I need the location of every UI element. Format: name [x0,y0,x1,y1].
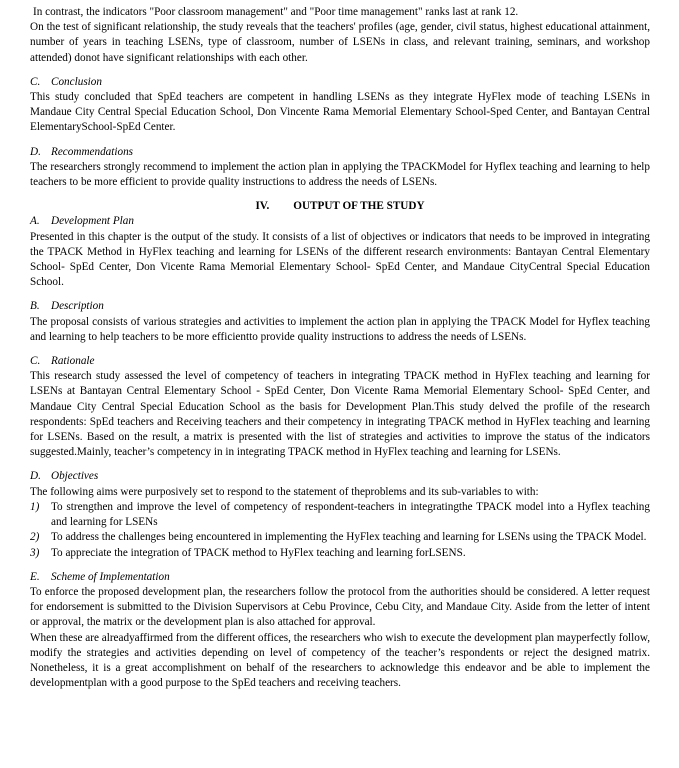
development-plan-letter: A. [30,215,40,228]
objective-number: 3) [30,546,40,559]
development-plan-text: Presented in this chapter is the output of the study. It consists of a list of objectives or indicators that needs to be improved in integrating the TPACK Method in HyFlex teaching and learning for LSENs of the different research environments: Bantayan Central Elementary School- SpEd Center, Don Vicente Rama Memorial Elementary School- SpEd Center, and Mandaue CityCentral Special Education School. [30,230,650,289]
conclusion-letter: C. [30,75,41,88]
conclusion-heading [30,75,650,90]
scheme-letter: E. [30,570,40,583]
development-plan-heading [30,214,650,229]
rationale-text: This research study assessed the level of competency of teachers in integrating TPACK method in HyFlex teaching and learning for LSENs at Bantayan Central Elementary School - SpEd Center, Don Vicente Rama Memorial Elementary School- SpEd Center, and Mandaue City Central Special Education School as the basis for Development Plan.This study delved the profile of the research respondents: SpEd teachers and Receiving teachers and their competency in integrating TPACK method in HyFlex teaching and learning for LSENs. Based on the result, a matrix is presented with the list of strategies and activities to improve the status of the indicators suggested.Mainly, teacher’s competency in in integrating TPACK method in HyFlex teaching and learning for LSENs. [30,370,650,459]
rationale-heading [30,354,650,369]
objectives-title: Objectives [51,470,99,483]
objectives-letter: D. [30,470,41,483]
objective-item [30,530,650,545]
recommendations-title: Recommendations [51,145,134,158]
objective-text: To address the challenges being encountered in implementing the HyFlex teaching and learning for LSENs using the TPACK Model. [51,531,647,544]
intro-paragraph-2: On the test of significant relationship, the study reveals that the teachers' profiles (age, gender, civil status, highest educational attainment, number of years in teaching LSENs, type of classroom, number of LSENs in class, and relevant training, seminars, and workshop attended) donot have significant relationships with each other. [30,21,650,64]
objectives-intro: The following aims were purposively set to respond to the statement of theproblems and its sub-variables to with: [30,485,539,498]
objective-number: 1) [30,500,40,513]
objective-item [30,546,650,561]
objective-text: To strengthen and improve the level of competency of respondent-teachers in integratingthe TPACK model into a Hyflex teaching and learning for LSENs [51,500,650,529]
development-plan-title: Development Plan [51,215,134,228]
rationale-title: Rationale [51,355,95,368]
description-title: Description [51,300,104,313]
intro-paragraph-1: In contrast, the indicators "Poor classroom management" and "Poor time management" ranks last at rank 12. [33,6,519,18]
objective-item [30,500,650,530]
description-letter: B. [30,300,40,313]
recommendations-text: The researchers strongly recommend to implement the action plan in applying the TPACKModel for Hyflex teaching and learning to help teachers to be more efficient to provide quality instructions to address the needs of LSENs. [30,160,650,189]
objectives-list [30,500,650,561]
description-heading [30,299,650,314]
description-text: The proposal consists of various strategies and activities to implement the action plan in applying the TPACK Model for Hyflex teaching and learning to help teachers to be more efficientto provide quality instructions to address the needs of LSENs. [30,315,650,343]
objectives-heading [30,469,650,484]
objective-text: To appreciate the integration of TPACK method to HyFlex teaching and learning forLSENS. [51,546,466,559]
chapter-number: IV. [255,200,270,213]
scheme-paragraph-2: When these are alreadyaffirmed from the different offices, the researchers who wish to execute the development plan mayperfectly follow, modify the strategies and activities depending on level of competency of the teacher’s respondents or reject the designed matrix. Nonetheless, it is a great accomplishment on behalf of the researchers to acknowledge this endeavor and be able to implement the developmentplan with a good purpose to the SpEd teachers and receiving teachers. [30,631,650,690]
rationale-letter: C. [30,355,41,368]
scheme-paragraph-1: To enforce the proposed development plan, the researchers follow the protocol from the authorities should be considered. A letter request for endorsement is submitted to the Division Supervisors at Cebu Province, Cebu City, and Mandaue City. Aside from the letter of intent or approval, the matrix or the development plan is also attached for approval. [30,585,650,629]
chapter-title: OUTPUT OF THE STUDY [293,200,425,213]
recommendations-letter: D. [30,145,41,158]
chapter-heading [30,199,650,214]
conclusion-text: This study concluded that SpEd teachers are competent in handling LSENs as they integrate HyFlex mode of teaching LSENs in Mandaue City Central Special Education School, Don Vincente Rama Memorial Elementary School-Sped Center, and Bantayan Central ElementarySchool-SpEd Center. [30,91,650,134]
conclusion-title: Conclusion [51,75,102,88]
recommendations-heading [30,145,650,160]
scheme-heading [30,570,650,585]
objective-number: 2) [30,531,40,544]
scheme-title: Scheme of Implementation [51,570,170,583]
